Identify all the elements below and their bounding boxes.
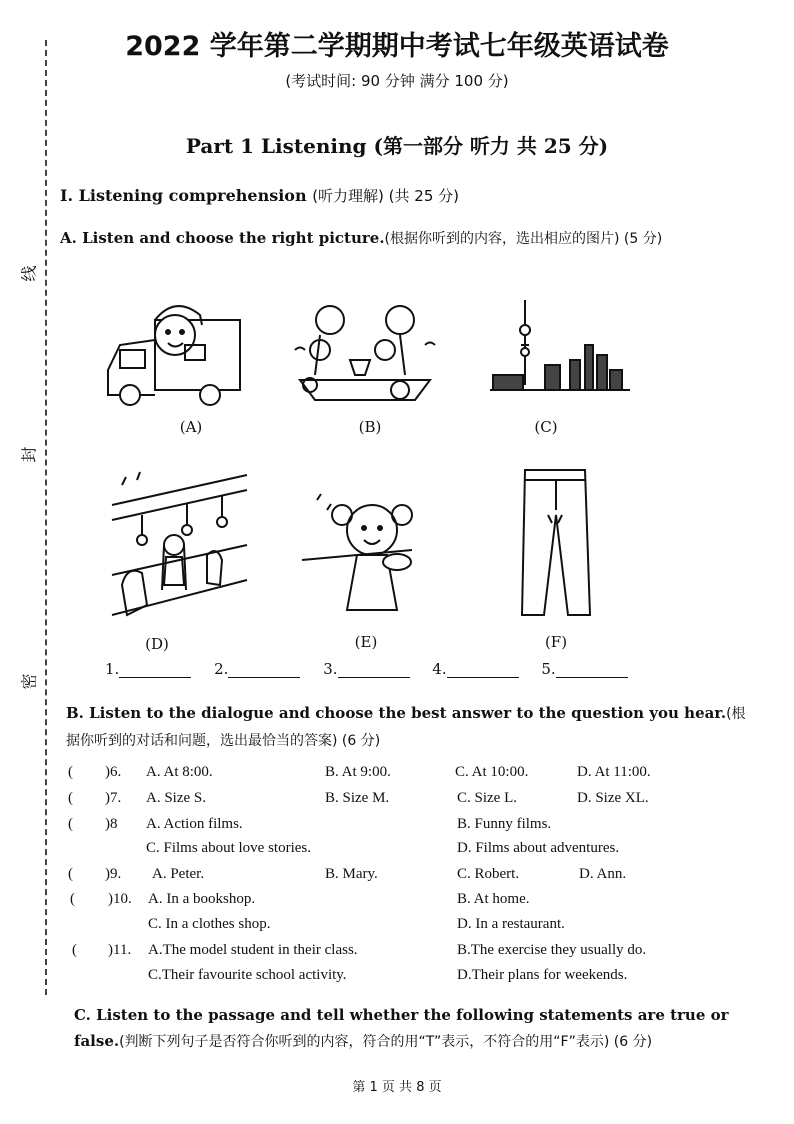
picture-label-c: (C): [534, 418, 558, 436]
question-option: C. Films about love stories.: [146, 840, 311, 856]
picture-label-a: (A): [179, 418, 203, 436]
trousers-picture: [500, 465, 610, 620]
subsection-a-en: A. Listen and choose the right picture.: [60, 229, 385, 247]
section-heading: [60, 185, 459, 206]
question-paren: (: [68, 790, 73, 806]
page-footer: 第 1 页 共 8 页: [352, 1080, 442, 1095]
question-option: C.Their favourite school activity.: [148, 967, 347, 983]
answer-blanks: [105, 660, 646, 678]
question-option: C. Size L.: [457, 790, 517, 806]
question-option: B. At home.: [457, 891, 530, 907]
picture-label-b: (B): [358, 418, 382, 436]
question-option: C. Robert.: [457, 866, 520, 882]
answer-blank-1[interactable]: 1.: [105, 660, 191, 678]
subsection-a-cn: (根据你听到的内容，选出相应的图片) (5 分): [384, 231, 663, 247]
question-paren: (: [68, 764, 73, 780]
answer-blank-4[interactable]: 4.: [432, 660, 518, 678]
picture-label-d: (D): [145, 635, 169, 653]
question-number: )11.: [108, 942, 132, 958]
question-number: )7.: [105, 790, 122, 806]
question-number: )10.: [108, 891, 132, 907]
subsection-b-en: B. Listen to the dialogue and choose the best answer to the question you hear.: [66, 704, 727, 722]
exam-title: 2022 学年第二学期期中考试七年级英语试卷: [125, 31, 669, 62]
question-option: B. At 9:00.: [325, 764, 391, 780]
question-option: A. Action films.: [146, 816, 243, 832]
question-number: )8: [105, 816, 118, 832]
question-number: )6.: [105, 764, 122, 780]
question-option: B.The exercise they usually do.: [457, 942, 647, 958]
section-heading-cn: (听力理解) (共 25 分): [312, 187, 459, 205]
subsection-b-cn: (根据你听到的对话和问题，选出最恰当的答案) (6 分): [66, 706, 746, 749]
exam-subtitle: (考试时间: 90 分钟 满分 100 分): [285, 72, 509, 90]
subsection-c-en: C. Listen to the passage and tell whether the following statements are true or false.: [74, 1006, 729, 1050]
family-picnic-picture: [290, 290, 440, 410]
question-option: B. Funny films.: [457, 816, 552, 832]
question-option: D. At 11:00.: [577, 764, 651, 780]
section-heading-en: I. Listening comprehension: [60, 186, 307, 205]
question-paren: (: [68, 816, 73, 832]
subsection-c-heading: [74, 1002, 744, 1055]
girl-violin-picture: [297, 490, 447, 625]
question-option: D.Their plans for weekends.: [457, 967, 628, 983]
margin-label-xian: 线: [19, 265, 39, 282]
picture-label-e: (E): [354, 633, 378, 651]
margin-label-feng: 封: [19, 446, 39, 463]
subsection-b-heading: [66, 700, 746, 754]
question-option: A.The model student in their class.: [148, 942, 358, 958]
question-option: D. In a restaurant.: [457, 916, 565, 932]
question-option: A. Size S.: [146, 790, 206, 806]
question-number: )9.: [105, 866, 122, 882]
city-skyline-picture: [485, 290, 635, 410]
question-option: C. In a clothes shop.: [148, 916, 271, 932]
question-option: A. In a bookshop.: [148, 891, 256, 907]
question-option: D. Size XL.: [577, 790, 649, 806]
binding-dashed-line: [45, 40, 47, 995]
question-paren: (: [68, 866, 73, 882]
answer-blank-2[interactable]: 2.: [214, 660, 300, 678]
question-option: B. Size M.: [325, 790, 390, 806]
picture-label-f: (F): [544, 633, 568, 651]
question-option: C. At 10:00.: [455, 764, 529, 780]
answer-blank-5[interactable]: 5.: [541, 660, 627, 678]
truck-driver-picture: [100, 290, 250, 410]
question-paren: (: [72, 942, 77, 958]
question-option: D. Films about adventures.: [457, 840, 620, 856]
answer-blank-3[interactable]: 3.: [323, 660, 409, 678]
margin-label-mi: 密: [19, 673, 39, 690]
question-option: A. Peter.: [152, 866, 205, 882]
subsection-a-heading: [60, 228, 662, 248]
question-option: D. Ann.: [579, 866, 627, 882]
subsection-c-cn: (判断下列句子是否符合你听到的内容，符合的用“T”表示，不符合的用“F”表示) (6 分): [119, 1034, 653, 1050]
question-paren: (: [70, 891, 75, 907]
question-option: B. Mary.: [325, 866, 378, 882]
part-title: Part 1 Listening (第一部分 听力 共 25 分): [185, 134, 609, 158]
subway-girl-picture: [102, 465, 252, 625]
question-option: A. At 8:00.: [146, 764, 213, 780]
